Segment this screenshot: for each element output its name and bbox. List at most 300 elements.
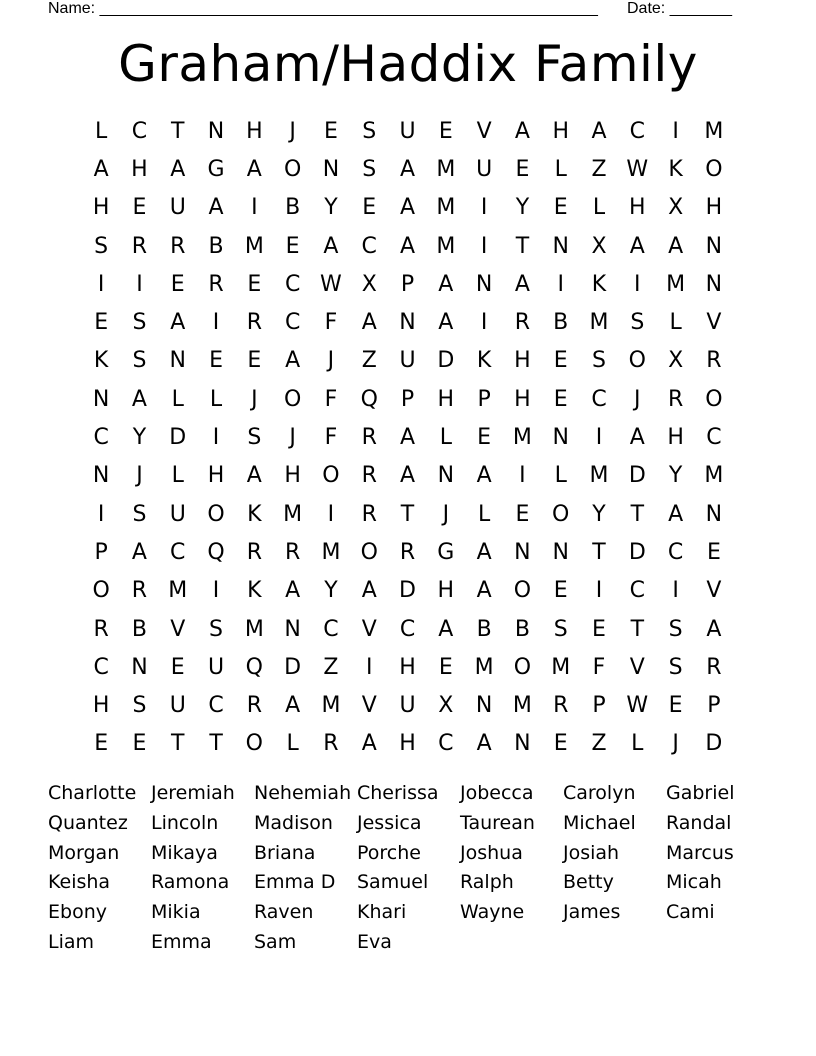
grid-cell[interactable]: I bbox=[480, 233, 488, 259]
grid-cell[interactable]: P bbox=[477, 386, 491, 412]
grid-cell[interactable]: S bbox=[94, 233, 109, 259]
grid-cell[interactable]: C bbox=[284, 271, 301, 297]
grid-cell[interactable]: E bbox=[668, 693, 683, 719]
grid-cell[interactable]: O bbox=[322, 463, 340, 489]
grid-cell[interactable]: R bbox=[284, 539, 301, 565]
grid-cell[interactable]: R bbox=[514, 310, 531, 336]
grid-cell[interactable]: A bbox=[361, 731, 377, 757]
grid-cell[interactable]: A bbox=[399, 463, 416, 489]
date-field[interactable]: Date: _______ bbox=[627, 0, 732, 17]
grid-cell[interactable]: G bbox=[207, 156, 225, 182]
grid-cell[interactable]: F bbox=[324, 310, 338, 336]
grid-cell[interactable]: J bbox=[327, 348, 335, 374]
grid-cell[interactable]: A bbox=[323, 233, 339, 259]
grid-cell[interactable]: Y bbox=[515, 195, 530, 221]
grid-cell[interactable]: A bbox=[706, 616, 722, 642]
grid-cell[interactable]: E bbox=[170, 654, 185, 680]
grid-cell[interactable]: S bbox=[362, 156, 377, 182]
grid-cell[interactable]: N bbox=[705, 501, 723, 527]
grid-cell[interactable]: J bbox=[442, 501, 450, 527]
grid-cell[interactable]: C bbox=[170, 539, 186, 565]
grid-cell[interactable]: P bbox=[94, 539, 108, 565]
grid-cell[interactable]: B bbox=[553, 310, 569, 336]
grid-cell[interactable]: X bbox=[438, 693, 454, 719]
grid-cell[interactable]: P bbox=[400, 386, 415, 412]
grid-cell[interactable]: A bbox=[170, 156, 186, 182]
grid-cell[interactable]: V bbox=[170, 616, 186, 642]
grid-cell[interactable]: R bbox=[93, 616, 109, 642]
grid-cell[interactable]: U bbox=[207, 654, 225, 680]
word-list-item: Carolyn bbox=[563, 782, 636, 804]
grid-cell[interactable]: L bbox=[554, 156, 567, 182]
grid-cell[interactable]: S bbox=[668, 654, 683, 680]
grid-cell[interactable]: H bbox=[514, 348, 531, 374]
grid-cell[interactable]: E bbox=[285, 233, 300, 259]
grid-cell[interactable]: N bbox=[475, 693, 493, 719]
grid-cell[interactable]: S bbox=[553, 616, 568, 642]
grid-cell[interactable]: E bbox=[323, 118, 338, 144]
grid-cell[interactable]: O bbox=[552, 501, 570, 527]
grid-cell[interactable]: E bbox=[553, 578, 568, 604]
grid-cell[interactable]: H bbox=[207, 463, 225, 489]
grid-cell[interactable]: O bbox=[705, 386, 723, 412]
grid-cell[interactable]: T bbox=[209, 731, 223, 757]
grid-cell[interactable]: N bbox=[475, 271, 493, 297]
grid-cell[interactable]: Y bbox=[592, 501, 606, 527]
grid-cell[interactable]: A bbox=[476, 463, 492, 489]
grid-cell[interactable]: D bbox=[399, 578, 416, 604]
grid-cell[interactable]: J bbox=[672, 731, 679, 757]
grid-cell[interactable]: U bbox=[399, 693, 416, 719]
grid-cell[interactable]: N bbox=[207, 118, 225, 144]
grid-cell[interactable]: S bbox=[362, 118, 377, 144]
grid-cell[interactable]: N bbox=[131, 654, 148, 680]
grid-cell[interactable]: H bbox=[437, 578, 455, 604]
grid-cell[interactable]: N bbox=[284, 616, 301, 642]
grid-cell[interactable]: V bbox=[476, 118, 492, 144]
grid-cell[interactable]: A bbox=[668, 501, 684, 527]
grid-cell[interactable]: I bbox=[595, 425, 603, 451]
grid-cell[interactable]: A bbox=[514, 118, 530, 144]
grid-cell[interactable]: W bbox=[626, 156, 649, 182]
grid-cell[interactable]: H bbox=[92, 693, 110, 719]
grid-cell[interactable]: M bbox=[436, 233, 456, 259]
grid-cell[interactable]: D bbox=[437, 348, 455, 374]
grid-cell[interactable]: E bbox=[553, 386, 568, 412]
grid-cell[interactable]: I bbox=[672, 118, 679, 144]
grid-cell[interactable]: O bbox=[245, 731, 263, 757]
grid-cell[interactable]: E bbox=[515, 501, 530, 527]
grid-cell[interactable]: H bbox=[514, 386, 531, 412]
grid-cell[interactable]: E bbox=[132, 195, 147, 221]
grid-cell[interactable]: A bbox=[361, 578, 377, 604]
grid-cell[interactable]: S bbox=[132, 693, 147, 719]
grid-cell[interactable]: M bbox=[283, 501, 303, 527]
grid-cell[interactable]: M bbox=[589, 310, 609, 336]
grid-cell[interactable]: A bbox=[285, 693, 301, 719]
grid-cell[interactable]: W bbox=[626, 693, 649, 719]
grid-cell[interactable]: O bbox=[513, 578, 532, 604]
grid-cell[interactable]: K bbox=[247, 578, 262, 604]
grid-cell[interactable]: A bbox=[399, 156, 416, 182]
grid-cell[interactable]: I bbox=[595, 578, 603, 604]
grid-cell[interactable]: Y bbox=[324, 578, 338, 604]
grid-cell[interactable]: Q bbox=[207, 539, 225, 565]
grid-cell[interactable]: A bbox=[285, 348, 301, 374]
grid-cell[interactable]: V bbox=[361, 693, 377, 719]
grid-cell[interactable]: P bbox=[707, 693, 721, 719]
grid-cell[interactable]: I bbox=[212, 578, 220, 604]
grid-cell[interactable]: M bbox=[512, 693, 532, 719]
grid-cell[interactable]: A bbox=[438, 271, 454, 297]
grid-cell[interactable]: H bbox=[399, 731, 416, 757]
grid-cell[interactable]: D bbox=[169, 425, 187, 451]
grid-cell[interactable]: U bbox=[169, 195, 186, 221]
grid-cell[interactable]: S bbox=[668, 616, 683, 642]
grid-cell[interactable]: R bbox=[553, 693, 569, 719]
grid-cell[interactable]: A bbox=[399, 425, 416, 451]
grid-cell[interactable]: A bbox=[629, 233, 645, 259]
grid-cell[interactable]: R bbox=[706, 348, 722, 374]
grid-cell[interactable]: I bbox=[365, 654, 373, 680]
grid-cell[interactable]: I bbox=[212, 310, 220, 336]
grid-cell[interactable]: R bbox=[246, 693, 262, 719]
grid-cell[interactable]: L bbox=[554, 463, 567, 489]
grid-cell[interactable]: A bbox=[285, 578, 301, 604]
grid-cell[interactable]: A bbox=[668, 233, 684, 259]
grid-cell[interactable]: E bbox=[706, 539, 721, 565]
grid-cell[interactable]: C bbox=[323, 616, 339, 642]
grid-cell[interactable]: I bbox=[327, 501, 335, 527]
grid-cell[interactable]: L bbox=[477, 501, 491, 527]
grid-cell[interactable]: H bbox=[552, 118, 569, 144]
grid-cell[interactable]: Y bbox=[668, 463, 683, 489]
grid-cell[interactable]: U bbox=[399, 348, 416, 374]
grid-cell[interactable]: D bbox=[628, 539, 646, 565]
grid-cell[interactable]: K bbox=[591, 271, 607, 297]
grid-cell[interactable]: F bbox=[324, 386, 338, 412]
grid-cell[interactable]: J bbox=[289, 118, 296, 144]
grid-cell[interactable]: R bbox=[323, 731, 339, 757]
grid-cell[interactable]: H bbox=[629, 195, 646, 221]
grid-cell[interactable]: J bbox=[251, 386, 258, 412]
grid-cell[interactable]: K bbox=[476, 348, 492, 374]
grid-cell[interactable]: I bbox=[672, 578, 679, 604]
grid-cell[interactable]: M bbox=[436, 195, 456, 221]
grid-cell[interactable]: N bbox=[92, 463, 110, 489]
grid-cell[interactable]: A bbox=[629, 425, 645, 451]
grid-cell[interactable]: M bbox=[551, 654, 571, 680]
grid-cell[interactable]: C bbox=[706, 425, 722, 451]
grid-cell[interactable]: M bbox=[321, 693, 341, 719]
word-list-item: Jeremiah bbox=[151, 782, 235, 804]
grid-cell[interactable]: M bbox=[589, 463, 609, 489]
grid-cell[interactable]: R bbox=[246, 539, 262, 565]
grid-cell[interactable]: S bbox=[132, 310, 147, 336]
grid-cell[interactable]: X bbox=[668, 195, 684, 221]
grid-cell[interactable]: G bbox=[437, 539, 455, 565]
grid-cell[interactable]: L bbox=[209, 386, 223, 412]
grid-cell[interactable]: O bbox=[513, 654, 532, 680]
grid-cell[interactable]: R bbox=[208, 271, 224, 297]
grid-cell[interactable]: S bbox=[592, 348, 606, 374]
grid-cell[interactable]: D bbox=[284, 654, 302, 680]
grid-cell[interactable]: C bbox=[131, 118, 148, 144]
grid-cell[interactable]: M bbox=[168, 578, 188, 604]
grid-cell[interactable]: I bbox=[136, 271, 143, 297]
grid-cell[interactable]: S bbox=[132, 501, 147, 527]
word-list-item: Nehemiah bbox=[254, 782, 352, 804]
grid-cell[interactable]: H bbox=[131, 156, 148, 182]
name-field[interactable]: Name: ________________________________________________________ bbox=[48, 0, 598, 17]
grid-cell[interactable]: M bbox=[704, 463, 724, 489]
grid-cell[interactable]: N bbox=[399, 310, 416, 336]
grid-cell[interactable]: Z bbox=[323, 654, 339, 680]
grid-cell[interactable]: R bbox=[246, 310, 262, 336]
grid-cell[interactable]: M bbox=[512, 425, 532, 451]
grid-cell[interactable]: E bbox=[477, 425, 492, 451]
grid-cell[interactable]: A bbox=[361, 310, 377, 336]
grid-cell[interactable]: E bbox=[553, 195, 568, 221]
word-list-item: Michael bbox=[563, 811, 636, 834]
grid-cell[interactable]: H bbox=[284, 463, 301, 489]
grid-cell[interactable]: O bbox=[207, 501, 225, 527]
grid-cell[interactable]: C bbox=[591, 386, 607, 412]
grid-cell[interactable]: C bbox=[667, 539, 684, 565]
grid-cell[interactable]: B bbox=[131, 616, 147, 642]
grid-cell[interactable]: M bbox=[704, 118, 724, 144]
grid-cell[interactable]: C bbox=[438, 731, 454, 757]
grid-cell[interactable]: E bbox=[247, 348, 262, 374]
grid-cell[interactable]: A bbox=[208, 195, 224, 221]
grid-cell[interactable]: Y bbox=[324, 195, 338, 221]
grid-cell[interactable]: D bbox=[628, 463, 646, 489]
grid-cell[interactable]: I bbox=[480, 310, 488, 336]
grid-cell[interactable]: A bbox=[93, 156, 109, 182]
grid-cell[interactable]: Q bbox=[360, 386, 378, 412]
grid-cell[interactable]: C bbox=[361, 233, 377, 259]
grid-cell[interactable]: F bbox=[592, 654, 606, 680]
grid-cell[interactable]: J bbox=[634, 386, 641, 412]
grid-cell[interactable]: E bbox=[362, 195, 377, 221]
grid-cell[interactable]: A bbox=[476, 578, 492, 604]
grid-cell[interactable]: E bbox=[94, 731, 109, 757]
grid-cell[interactable]: M bbox=[666, 271, 686, 297]
grid-cell[interactable]: T bbox=[400, 501, 415, 527]
grid-cell[interactable]: R bbox=[361, 425, 377, 451]
grid-cell[interactable]: A bbox=[131, 386, 147, 412]
grid-cell[interactable]: N bbox=[322, 156, 340, 182]
grid-cell[interactable]: F bbox=[324, 425, 338, 451]
grid-cell[interactable]: C bbox=[629, 578, 645, 604]
grid-cell[interactable]: V bbox=[361, 616, 377, 642]
grid-cell[interactable]: M bbox=[321, 539, 341, 565]
grid-cell[interactable]: I bbox=[557, 271, 564, 297]
grid-cell[interactable]: N bbox=[169, 348, 186, 374]
grid-cell[interactable]: N bbox=[552, 539, 569, 565]
grid-cell[interactable]: R bbox=[131, 233, 148, 259]
grid-cell[interactable]: N bbox=[92, 386, 110, 412]
grid-cell[interactable]: V bbox=[706, 310, 722, 336]
grid-cell[interactable]: C bbox=[284, 310, 301, 336]
grid-cell[interactable]: M bbox=[474, 654, 494, 680]
grid-cell[interactable]: E bbox=[553, 731, 568, 757]
grid-cell[interactable]: R bbox=[399, 539, 416, 565]
grid-cell[interactable]: N bbox=[437, 463, 455, 489]
grid-cell[interactable]: C bbox=[629, 118, 645, 144]
word-list-item: Ralph bbox=[460, 871, 514, 894]
grid-cell[interactable]: A bbox=[246, 156, 262, 182]
grid-cell[interactable]: O bbox=[705, 156, 723, 182]
grid-cell[interactable]: O bbox=[628, 348, 646, 374]
grid-cell[interactable]: E bbox=[132, 731, 147, 757]
grid-cell[interactable]: W bbox=[320, 271, 342, 297]
grid-cell[interactable]: I bbox=[519, 463, 526, 489]
grid-cell[interactable]: R bbox=[361, 501, 377, 527]
grid-cell[interactable]: Q bbox=[245, 654, 263, 680]
grid-cell[interactable]: O bbox=[360, 539, 378, 565]
grid-cell[interactable]: X bbox=[361, 271, 377, 297]
grid-cell[interactable]: I bbox=[634, 271, 641, 297]
word-list-item: Joshua bbox=[460, 841, 523, 864]
grid-cell[interactable]: A bbox=[476, 731, 492, 757]
grid-cell[interactable]: H bbox=[399, 654, 416, 680]
grid-cell[interactable]: A bbox=[514, 271, 530, 297]
grid-cell[interactable]: I bbox=[212, 425, 220, 451]
grid-cell[interactable]: A bbox=[246, 463, 262, 489]
grid-cell[interactable]: E bbox=[209, 348, 223, 374]
grid-cell[interactable]: X bbox=[668, 348, 684, 374]
grid-cell[interactable]: L bbox=[631, 731, 644, 757]
grid-cell[interactable]: I bbox=[97, 271, 105, 297]
grid-cell[interactable]: Z bbox=[591, 731, 607, 757]
grid-cell[interactable]: Y bbox=[132, 425, 147, 451]
grid-cell[interactable]: H bbox=[437, 386, 455, 412]
grid-cell[interactable]: N bbox=[705, 233, 723, 259]
grid-cell[interactable]: N bbox=[705, 271, 723, 297]
grid-cell[interactable]: L bbox=[669, 310, 682, 336]
grid-cell[interactable]: E bbox=[515, 156, 530, 182]
grid-cell[interactable]: M bbox=[436, 156, 456, 182]
grid-cell[interactable]: K bbox=[668, 156, 683, 182]
grid-cell[interactable]: S bbox=[132, 348, 147, 374]
grid-cell[interactable]: U bbox=[399, 118, 416, 144]
grid-cell[interactable]: O bbox=[92, 578, 110, 604]
grid-cell[interactable]: R bbox=[706, 654, 722, 680]
grid-cell[interactable]: T bbox=[630, 501, 645, 527]
letter-grid bbox=[82, 112, 733, 763]
grid-cell[interactable]: T bbox=[630, 616, 645, 642]
grid-cell[interactable]: E bbox=[438, 118, 453, 144]
grid-cell[interactable]: K bbox=[247, 501, 262, 527]
grid-cell[interactable]: O bbox=[283, 156, 302, 182]
grid-cell[interactable]: Z bbox=[361, 348, 377, 374]
grid-cell[interactable]: O bbox=[283, 386, 302, 412]
grid-cell[interactable]: B bbox=[208, 233, 224, 259]
grid-cell[interactable]: X bbox=[591, 233, 607, 259]
grid-cell[interactable]: H bbox=[246, 118, 263, 144]
grid-cell[interactable]: K bbox=[93, 348, 109, 374]
grid-cell[interactable]: B bbox=[285, 195, 301, 221]
grid-cell[interactable]: L bbox=[286, 731, 299, 757]
grid-cell[interactable]: I bbox=[480, 195, 488, 221]
page-title: Graham/Haddix Family bbox=[118, 35, 698, 93]
grid-cell[interactable]: R bbox=[361, 463, 377, 489]
grid-cell[interactable]: N bbox=[514, 731, 531, 757]
grid-cell[interactable]: L bbox=[592, 195, 606, 221]
grid-cell[interactable]: B bbox=[476, 616, 492, 642]
word-list-item: Gabriel bbox=[666, 782, 735, 804]
grid-cell[interactable]: S bbox=[247, 425, 262, 451]
grid-cell[interactable]: A bbox=[438, 616, 454, 642]
grid-cell[interactable]: H bbox=[92, 195, 110, 221]
grid-cell[interactable]: E bbox=[247, 271, 262, 297]
grid-cell[interactable]: M bbox=[244, 233, 264, 259]
grid-cell[interactable]: E bbox=[94, 310, 109, 336]
grid-cell[interactable]: C bbox=[93, 425, 109, 451]
grid-cell[interactable]: M bbox=[244, 616, 264, 642]
grid-cell[interactable]: C bbox=[399, 616, 416, 642]
grid-cell[interactable]: R bbox=[170, 233, 186, 259]
grid-cell[interactable]: C bbox=[208, 693, 224, 719]
grid-cell[interactable]: A bbox=[438, 310, 454, 336]
grid-cell[interactable]: L bbox=[171, 463, 184, 489]
grid-cell[interactable]: A bbox=[399, 233, 416, 259]
grid-cell[interactable]: L bbox=[439, 425, 452, 451]
grid-cell[interactable]: A bbox=[131, 539, 147, 565]
grid-cell[interactable]: N bbox=[552, 425, 569, 451]
grid-cell[interactable]: V bbox=[629, 654, 645, 680]
grid-cell[interactable]: H bbox=[667, 425, 684, 451]
grid-cell[interactable]: U bbox=[169, 693, 186, 719]
grid-cell[interactable]: R bbox=[131, 578, 148, 604]
grid-cell[interactable]: N bbox=[552, 233, 569, 259]
grid-cell[interactable]: T bbox=[171, 118, 185, 144]
grid-cell[interactable]: J bbox=[289, 425, 296, 451]
grid-cell[interactable]: U bbox=[169, 501, 186, 527]
grid-cell[interactable]: A bbox=[399, 195, 416, 221]
grid-cell[interactable]: P bbox=[400, 271, 415, 297]
grid-cell[interactable]: I bbox=[251, 195, 258, 221]
grid-cell[interactable]: Z bbox=[591, 156, 607, 182]
grid-cell[interactable]: L bbox=[171, 386, 184, 412]
grid-cell[interactable]: E bbox=[592, 616, 606, 642]
grid-cell[interactable]: H bbox=[705, 195, 723, 221]
grid-cell[interactable]: L bbox=[95, 118, 108, 144]
grid-cell[interactable]: A bbox=[476, 539, 492, 565]
grid-cell[interactable]: R bbox=[667, 386, 684, 412]
grid-cell[interactable]: E bbox=[170, 271, 185, 297]
grid-cell[interactable]: N bbox=[514, 539, 531, 565]
grid-cell[interactable]: E bbox=[553, 348, 568, 374]
grid-cell[interactable]: S bbox=[630, 310, 645, 336]
grid-cell[interactable]: U bbox=[476, 156, 493, 182]
grid-cell[interactable]: T bbox=[592, 539, 606, 565]
grid-cell[interactable]: E bbox=[438, 654, 453, 680]
grid-cell[interactable]: I bbox=[97, 501, 105, 527]
grid-cell[interactable]: T bbox=[171, 731, 185, 757]
grid-cell[interactable]: T bbox=[515, 233, 530, 259]
grid-cell[interactable]: P bbox=[592, 693, 606, 719]
grid-cell[interactable]: J bbox=[136, 463, 143, 489]
grid-cell[interactable]: A bbox=[170, 310, 186, 336]
grid-cell[interactable]: S bbox=[209, 616, 224, 642]
grid-cell[interactable]: V bbox=[706, 578, 722, 604]
grid-cell[interactable]: D bbox=[705, 731, 723, 757]
grid-cell[interactable]: B bbox=[514, 616, 530, 642]
grid-cell[interactable]: A bbox=[591, 118, 607, 144]
grid-cell[interactable]: C bbox=[93, 654, 109, 680]
